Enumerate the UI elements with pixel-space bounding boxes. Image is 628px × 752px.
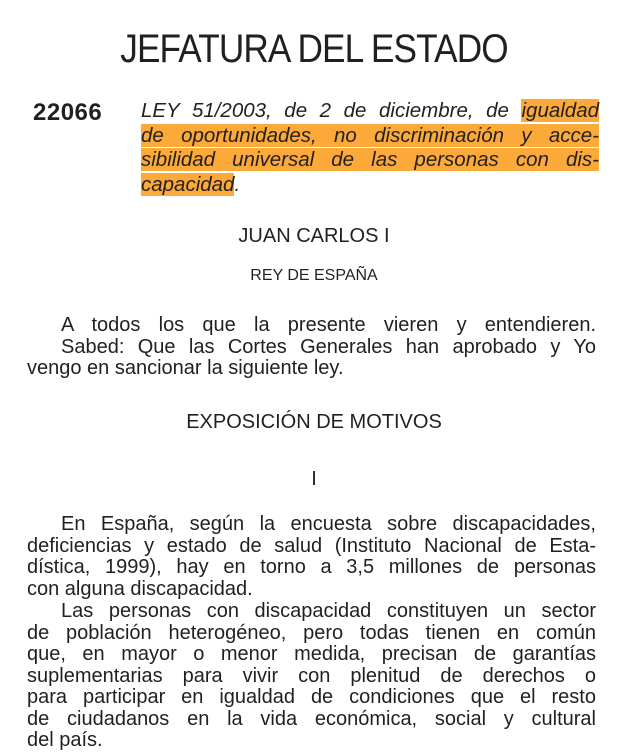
law-title-line [141,148,599,173]
text-line: dística, 1999), hay en torno a 3,5 millones de personas [27,556,596,578]
text-line: que, en mayor o menor medida, precisan de garantías [27,643,596,665]
text-line: Las personas con discapacidad constituyen un sector [61,600,596,622]
text-line: deficiencias y estado de salud (Instituto Nacional de Esta- [27,534,596,557]
highlighted-text: capacidad [141,172,235,196]
law-title-line [141,99,599,124]
section-heading: EXPOSICIÓN DE MOTIVOS [186,411,442,433]
text-line: del país. [27,729,103,751]
text-line: de ciudadanos en la vida económica, social y cultural [27,707,596,730]
text-line: A todos los que la presente vieren y entendieren. [61,314,596,336]
text-line: de población heterogéneo, pero todas tienen en común [27,621,596,644]
law-number: 22066 [33,99,103,126]
text-line: Sabed: Que las Cortes Generales han aprobado y Yo [61,335,596,358]
promulgation-paragraph [27,315,596,380]
law-title-line [141,124,599,149]
text-line: con alguna discapacidad. [27,577,253,600]
highlighted-text: igualdad [521,99,599,122]
sovereign-title: REY DE ESPAÑA [250,267,378,284]
law-title-text: LEY 51/2003, de 2 de diciembre, de [141,99,522,122]
text-line: En España, según la encuesta sobre discapacidades, [61,513,596,535]
sovereign-name: JUAN CARLOS I [238,225,390,247]
body-paragraph [27,601,596,752]
law-title [141,99,599,197]
law-title-text: . [234,172,241,196]
law-title-line [141,173,599,198]
text-line: vengo en sancionar la siguiente ley. [27,357,344,379]
text-line: para participar en igualdad de condiciones que el resto [27,686,596,708]
highlighted-text: de oportunidades, no discriminación y acce- [141,123,599,147]
section-number: I [311,468,317,490]
highlighted-text: sibilidad universal de las personas con dis- [141,148,599,171]
page-title: JEFATURA DEL ESTADO [120,27,508,71]
body-paragraph [27,514,596,600]
text-line: suplementarias para vivir con plenitud de derechos o [27,664,596,687]
